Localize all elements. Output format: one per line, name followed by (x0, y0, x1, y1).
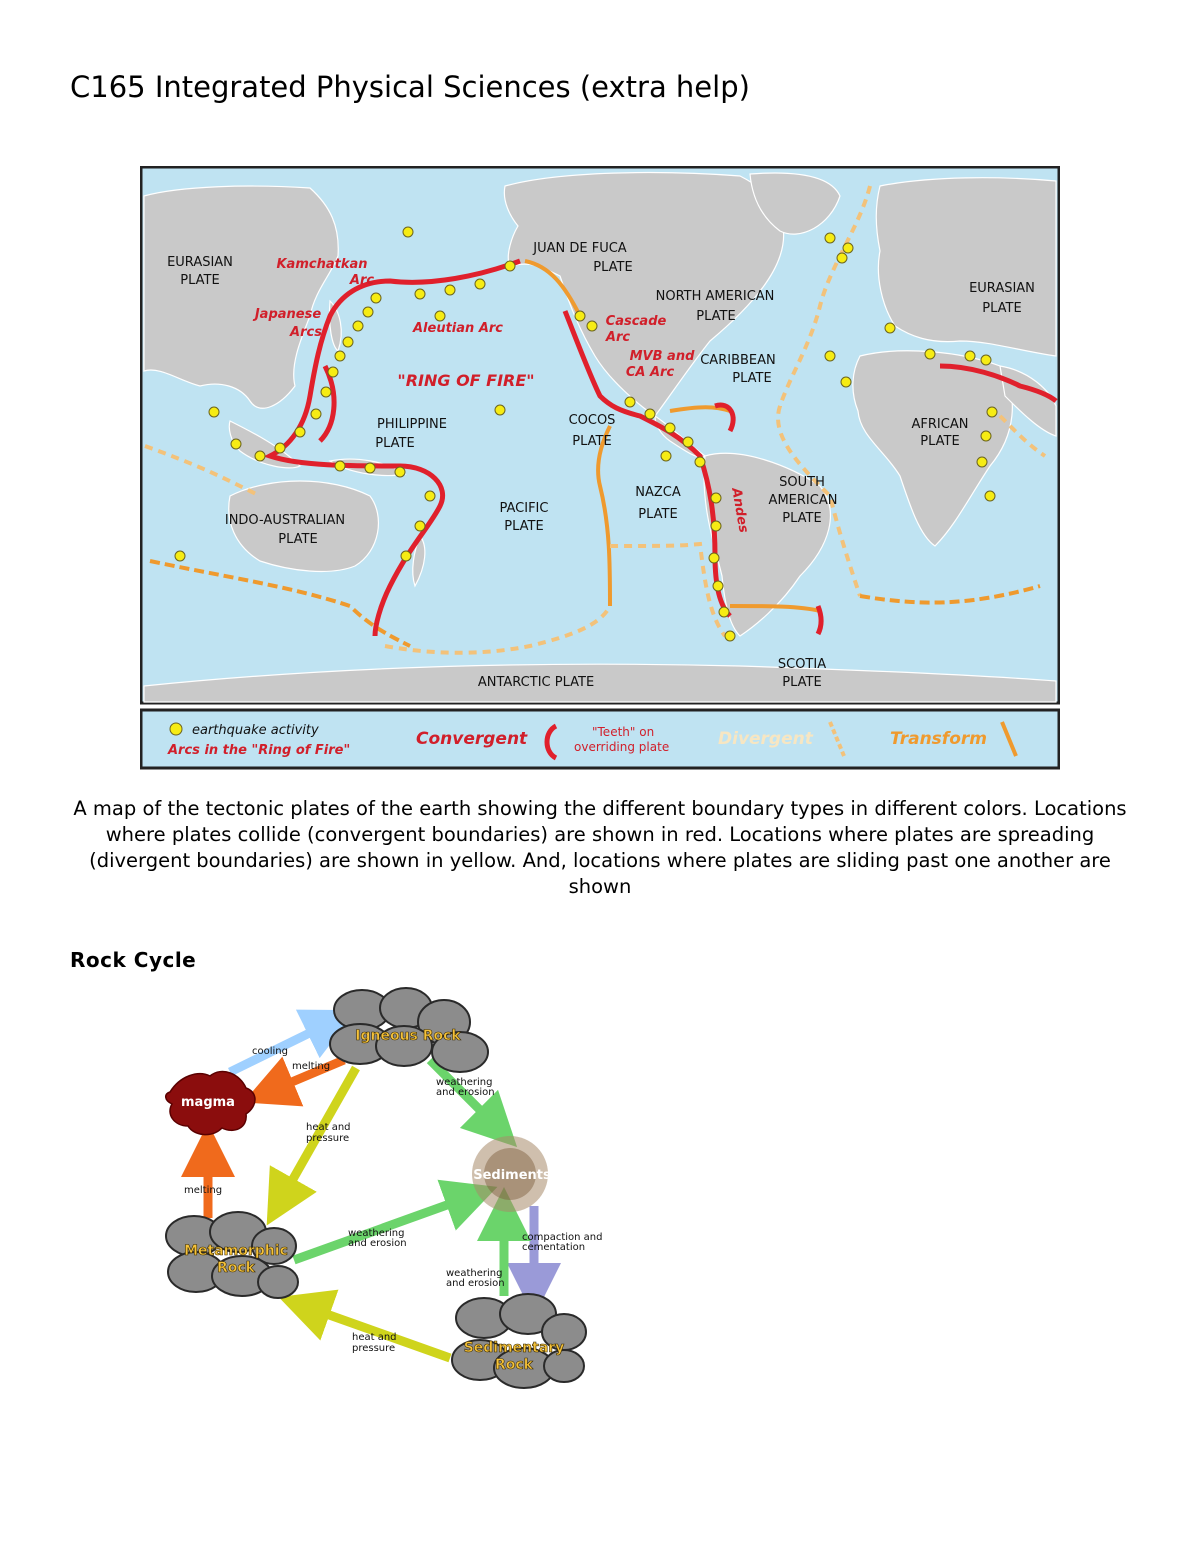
label-pacific-2: PLATE (504, 519, 544, 534)
label-eurasian-east-2: PLATE (982, 301, 1022, 316)
legend-divergent: Divergent (718, 729, 813, 749)
label-weathering-1-b: and erosion (436, 1087, 495, 1098)
label-melting-top: melting (292, 1061, 331, 1072)
label-mvb-2: CA Arc (625, 365, 675, 380)
map-caption: A map of the tectonic plates of the earth showing the different boundary types in different colors. Locations where plates collide (convergent boundaries) are shown in red. Locations where plates are spreading (divergent boundaries) are shown in yellow. And, locations where plates are sliding past one another are shown (73, 797, 1127, 898)
label-sediments: Sediments (473, 1168, 551, 1183)
label-indo-australian-2: PLATE (278, 532, 318, 547)
rock-cycle-diagram (150, 980, 630, 1400)
label-compaction-b: cementation (522, 1242, 586, 1253)
label-cascade-2: Arc (605, 330, 631, 345)
label-metamorphic: Metamorphic (184, 1243, 288, 1259)
label-metamorphic-2: Rock (216, 1260, 256, 1276)
label-eurasian-west: EURASIAN (167, 255, 233, 270)
label-japanese: Japanese (254, 307, 322, 322)
node-sedimentary-rock (452, 1294, 586, 1388)
label-scotia: SCOTIA (777, 657, 827, 672)
label-south-american-2: AMERICAN (768, 493, 838, 508)
label-weathering-3-b: and erosion (446, 1278, 505, 1289)
label-juan-de-fuca-2: PLATE (593, 260, 633, 275)
label-north-american: NORTH AMERICAN (655, 289, 775, 304)
legend-teeth-2: overriding plate (574, 740, 670, 754)
label-kamchatkan-2: Arc (349, 273, 375, 288)
label-heat-2-b: pressure (352, 1343, 396, 1354)
label-weathering-2-b: and erosion (348, 1238, 407, 1249)
label-melting-left: melting (184, 1185, 223, 1196)
label-cocos-2: PLATE (572, 434, 612, 449)
label-nazca-2: PLATE (638, 507, 678, 522)
label-cocos: COCOS (568, 413, 616, 428)
label-indo-australian: INDO-AUSTRALIAN (224, 513, 346, 528)
label-south-american: SOUTH (779, 475, 825, 490)
label-heat-2: heat and (352, 1332, 397, 1343)
tectonic-plate-map (140, 166, 1060, 770)
label-pacific: PACIFIC (499, 501, 549, 516)
label-north-american-2: PLATE (696, 309, 736, 324)
node-metamorphic-rock (166, 1212, 298, 1298)
map-legend (141, 710, 1059, 768)
section-heading-rock-cycle: Rock Cycle (70, 948, 197, 972)
label-sedimentary: Sedimentary (463, 1340, 565, 1356)
label-philippine: PHILIPPINE (377, 417, 447, 432)
legend-convergent: Convergent (416, 729, 528, 749)
legend-quake-dot (170, 723, 182, 735)
label-cascade: Cascade (605, 314, 667, 329)
label-caribbean-2: PLATE (732, 371, 772, 386)
node-igneous-rock (330, 988, 488, 1072)
label-caribbean: CARIBBEAN (700, 353, 776, 368)
land-europe (876, 178, 1056, 356)
label-kamchatkan: Kamchatkan (276, 257, 368, 272)
label-weathering-2: weathering (348, 1228, 405, 1239)
node-sediments (472, 1136, 551, 1212)
label-magma: magma (181, 1095, 235, 1110)
page-title: C165 Integrated Physical Sciences (extra help) (70, 70, 750, 104)
label-african-2: PLATE (920, 434, 960, 449)
label-scotia-2: PLATE (782, 675, 822, 690)
label-weathering-1: weathering (436, 1077, 493, 1088)
label-igneous: Igneous Rock (355, 1028, 461, 1044)
label-african: AFRICAN (911, 417, 969, 432)
label-compaction: compaction and (522, 1232, 603, 1243)
label-south-american-3: PLATE (782, 511, 822, 526)
label-philippine-2: PLATE (375, 436, 415, 451)
label-heat-1-b: pressure (306, 1133, 350, 1144)
label-aleutian: Aleutian Arc (413, 321, 503, 336)
label-japanese-2: Arcs (290, 325, 322, 340)
legend-transform: Transform (890, 729, 987, 749)
label-eurasian-west-2: PLATE (180, 273, 220, 288)
label-cooling: cooling (252, 1046, 288, 1057)
label-ring-of-fire: "RING OF FIRE" (397, 371, 535, 390)
label-heat-1: heat and (306, 1122, 351, 1133)
label-eurasian-east: EURASIAN (969, 281, 1035, 296)
label-nazca: NAZCA (635, 485, 681, 500)
legend-arcs: Arcs in the "Ring of Fire" (168, 743, 351, 758)
label-andes: Andes (728, 486, 751, 534)
label-mvb: MVB and (629, 349, 695, 364)
node-magma (166, 1072, 255, 1135)
legend-earthquake: earthquake activity (192, 723, 319, 738)
label-juan-de-fuca: JUAN DE FUCA (533, 241, 627, 256)
label-sedimentary-2: Rock (494, 1357, 534, 1373)
legend-teeth: "Teeth" on (592, 725, 655, 739)
label-antarctic: ANTARCTIC PLATE (477, 675, 595, 690)
label-weathering-3: weathering (446, 1268, 503, 1279)
